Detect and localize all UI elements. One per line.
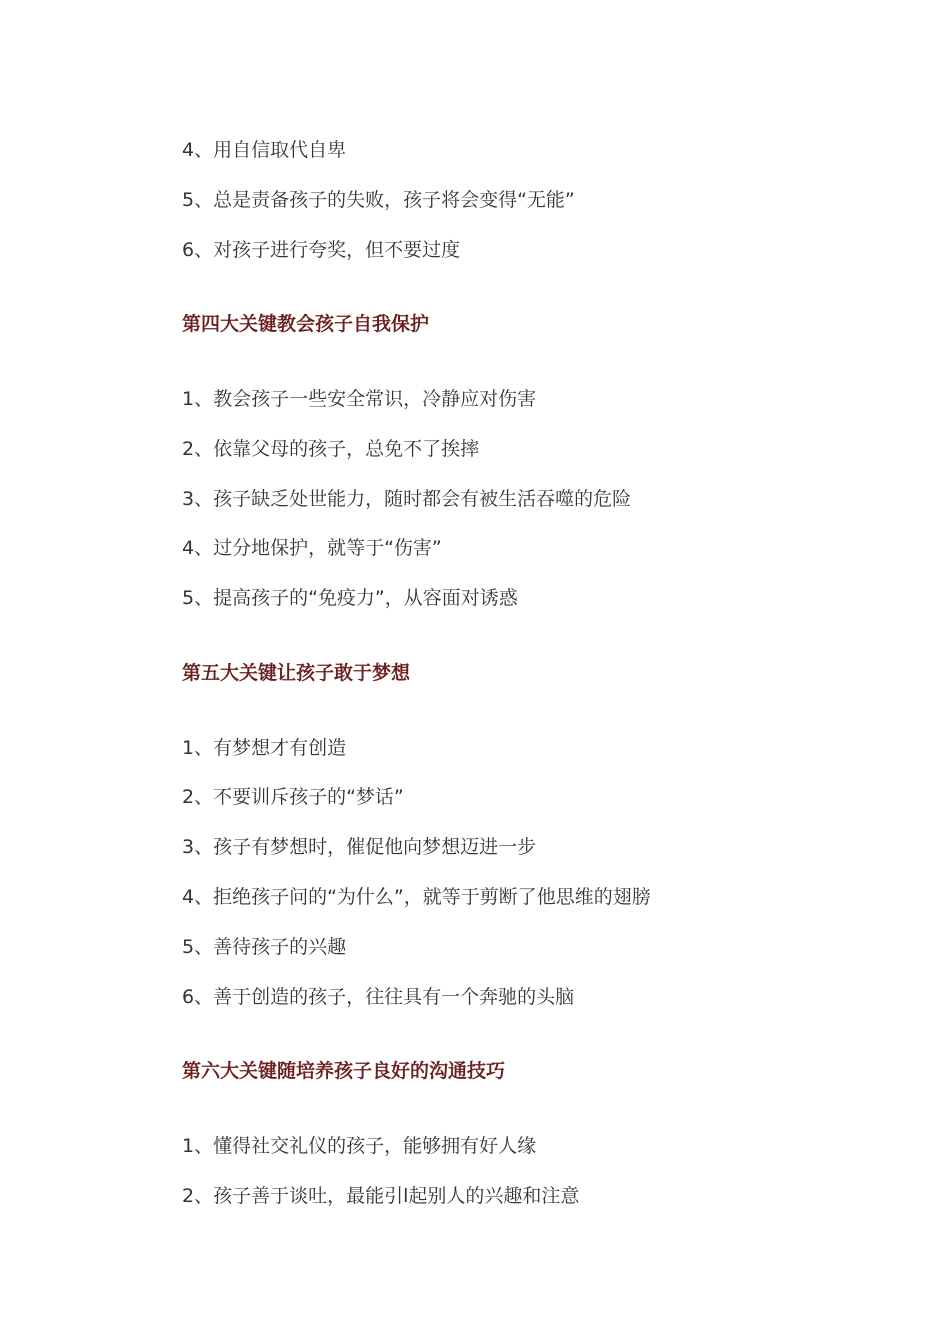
section-heading: 第五大关键让孩子敢于梦想 (182, 662, 411, 684)
list-item: 6、对孩子进行夸奖，但不要过度 (182, 239, 461, 261)
list-item: 5、善待孩子的兴趣 (182, 936, 347, 958)
list-item: 4、拒绝孩子问的“为什么”，就等于剪断了他思维的翅膀 (182, 886, 651, 908)
list-item: 1、有梦想才有创造 (182, 737, 347, 759)
section-heading: 第六大关键随培养孩子良好的沟通技巧 (182, 1060, 506, 1082)
list-item: 3、孩子有梦想时，催促他向梦想迈进一步 (182, 836, 537, 858)
list-item: 1、教会孩子一些安全常识，冷静应对伤害 (182, 388, 537, 410)
list-item: 2、依靠父母的孩子，总免不了挨摔 (182, 438, 480, 460)
list-item: 2、不要训斥孩子的“梦话” (182, 786, 404, 808)
list-item: 5、提高孩子的“免疫力”，从容面对诱惑 (182, 587, 518, 609)
list-item: 3、孩子缺乏处世能力，随时都会有被生活吞噬的危险 (182, 488, 632, 510)
list-item: 2、孩子善于谈吐，最能引l起别人的兴趣和注意 (182, 1185, 580, 1207)
list-item: 4、过分地保护，就等于“伤害” (182, 537, 442, 559)
list-item: 4、用自信取代自卑 (182, 139, 347, 161)
list-item: 1、懂得社交礼仪的孩子，能够拥有好人缘 (182, 1135, 537, 1157)
list-item: 5、总是责备孩子的失败，孩子将会变得“无能” (182, 189, 575, 211)
list-item: 6、善于创造的孩子，往往具有一个奔驰的头脑 (182, 986, 575, 1008)
section-heading: 第四大关键教会孩子自我保护 (182, 313, 430, 335)
